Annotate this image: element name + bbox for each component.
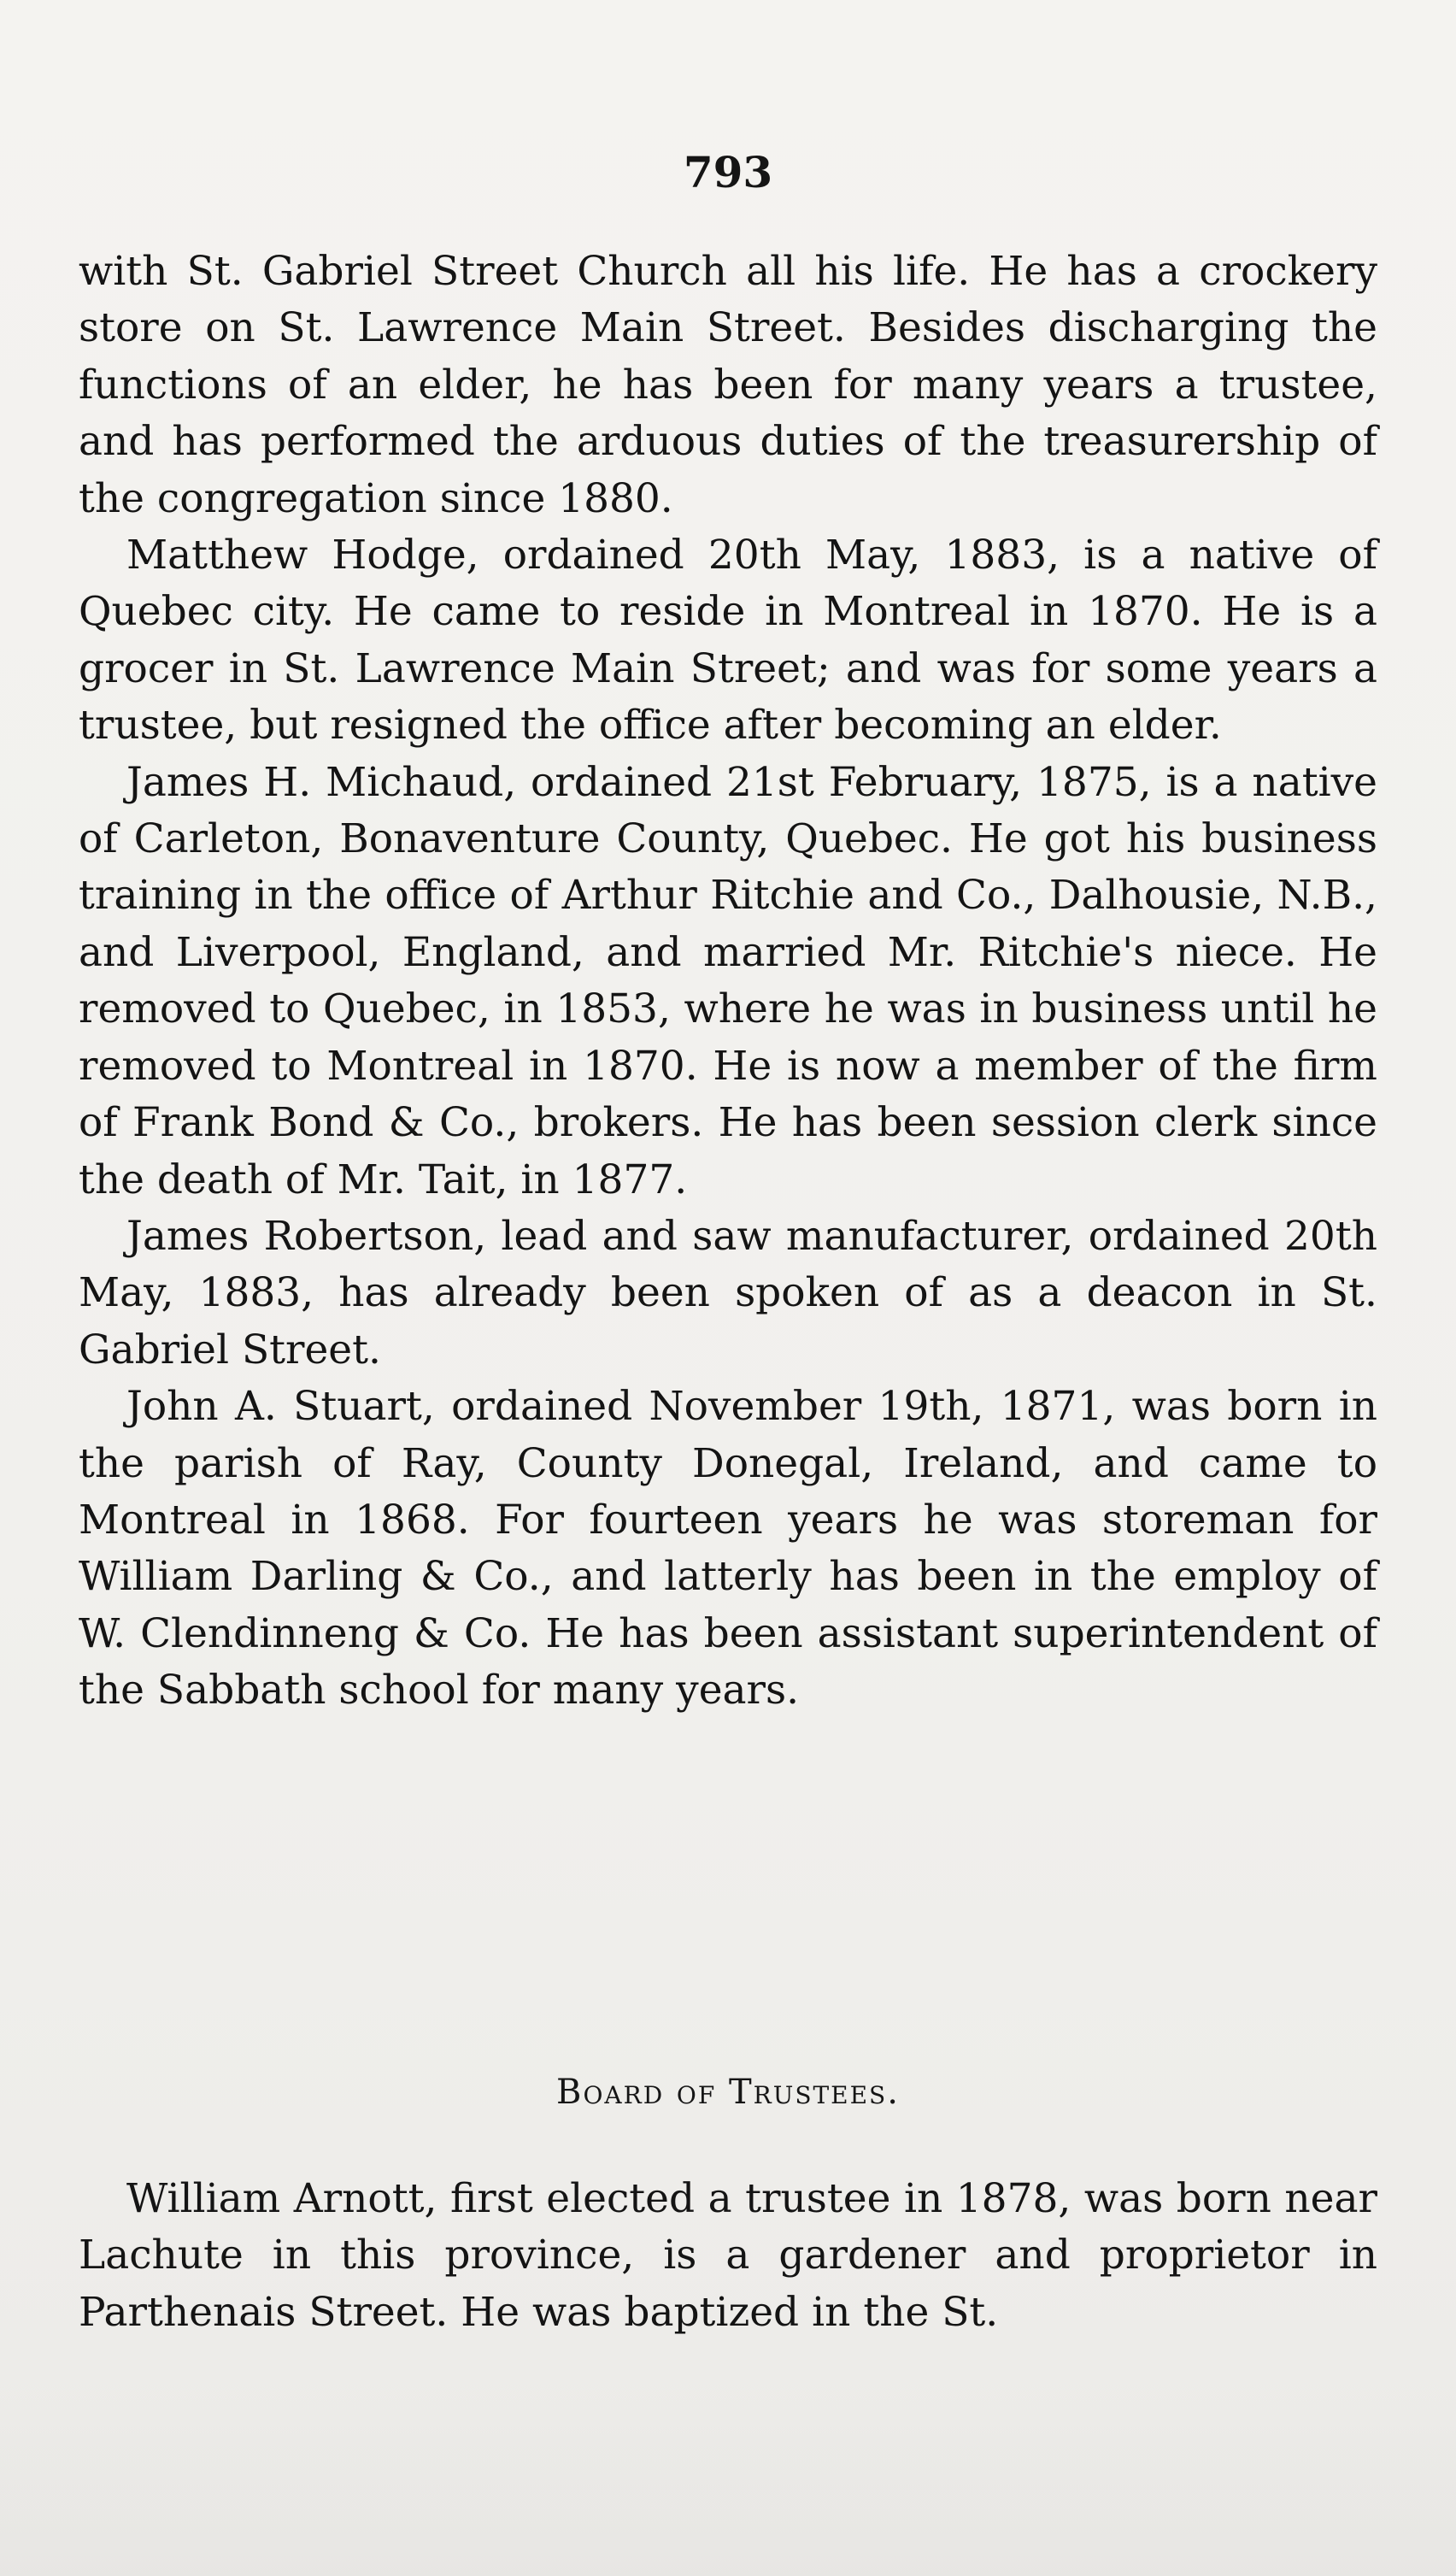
paragraph-continued: with St. Gabriel Street Church all his life. He has a crockery store on St. Lawrence Main Street. Besides discharging the functions of an elder, he has been for many years a trustee, and has performed the arduous duties of the treasurership of the congregation since 1880.	[79, 248, 1377, 522]
paragraph-james-michaud: James H. Michaud, ordained 21st February, 1875, is a native of Carleton, Bonaventure County, Quebec. He got his business training in the office of Arthur Ritchie and Co., Dalhousie, N.B., and Liverpool, England, and married Mr. Ritchie's niece. He removed to Quebec, in 1853, where he was in business until he removed to Montreal in 1870. He is now a member of the firm of Frank Bond & Co., brokers. He has been session clerk since the death of Mr. Tait, in 1877.	[79, 758, 1377, 1203]
section-body-text	[79, 2171, 1377, 2341]
paragraph-matthew-hodge: Matthew Hodge, ordained 20th May, 1883, is a native of Quebec city. He came to reside in Montreal in 1870. He is a grocer in St. Lawrence Main Street; and was for some years a trustee, but resigned the office after becoming an elder.	[79, 532, 1377, 750]
paragraph-william-arnott: William Arnott, first elected a trustee in 1878, was born near Lachute in this province, is a gardener and proprietor in Parthenais Street. He was baptized in the St.	[79, 2175, 1377, 2336]
section-heading: Board of Trustees.	[556, 2073, 900, 2112]
page-number: 793	[683, 147, 773, 197]
paragraph-john-stuart: John A. Stuart, ordained November 19th, 1871, was born in the parish of Ray, County Donegal, Ireland, and came to Montreal in 1868. For fourteen years he was storeman for William Darling & Co., and latterly has been in the employ of W. Clendinneng & Co. He has been assistant superintendent of the Sabbath school for many years.	[79, 1383, 1377, 1714]
body-text	[79, 244, 1377, 1720]
paragraph-james-robertson: James Robertson, lead and saw manufacturer, ordained 20th May, 1883, has already been spoken of as a deacon in St. Gabriel Street.	[79, 1212, 1377, 1373]
page-bottom-shade	[0, 2385, 1456, 2576]
